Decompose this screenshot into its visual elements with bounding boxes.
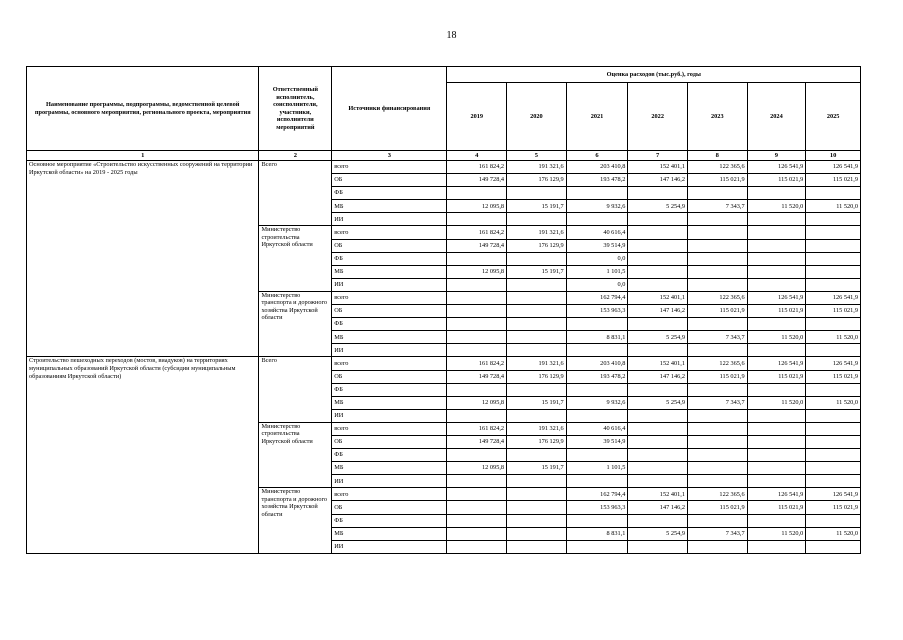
table-body xyxy=(27,161,861,554)
value-cell xyxy=(806,449,861,462)
value-cell xyxy=(628,540,688,553)
column-number: 2 xyxy=(259,151,332,161)
value-cell: 11 520,0 xyxy=(747,396,806,409)
value-cell: 122 365,6 xyxy=(687,488,747,501)
value-cell xyxy=(628,318,688,331)
value-cell: 9 932,6 xyxy=(566,200,628,213)
value-cell: 161 824,2 xyxy=(447,422,507,435)
value-cell: 9 932,6 xyxy=(566,396,628,409)
value-cell xyxy=(566,318,628,331)
source-cell: ИИ xyxy=(332,344,447,357)
value-cell xyxy=(507,527,567,540)
header-estimate: Оценка расходов (тыс.руб.), годы xyxy=(447,67,861,83)
header-executor: Ответственный исполнитель, соисполнители, участники, исполнители мероприятий xyxy=(259,67,332,151)
value-cell xyxy=(806,265,861,278)
value-cell: 191 321,6 xyxy=(507,161,567,174)
value-cell xyxy=(566,409,628,422)
source-cell: всего xyxy=(332,357,447,370)
value-cell: 11 520,0 xyxy=(747,200,806,213)
value-cell xyxy=(566,187,628,200)
value-cell xyxy=(628,239,688,252)
value-cell xyxy=(747,252,806,265)
value-cell xyxy=(507,540,567,553)
value-cell xyxy=(507,252,567,265)
value-cell: 12 095,8 xyxy=(447,462,507,475)
value-cell xyxy=(806,252,861,265)
value-cell xyxy=(806,475,861,488)
column-number: 7 xyxy=(628,151,688,161)
value-cell: 15 191,7 xyxy=(507,396,567,409)
value-cell: 153 963,3 xyxy=(566,305,628,318)
value-cell xyxy=(566,449,628,462)
value-cell: 149 728,4 xyxy=(447,370,507,383)
value-cell xyxy=(806,422,861,435)
value-cell xyxy=(507,409,567,422)
value-cell: 5 254,9 xyxy=(628,396,688,409)
executor-cell: Министерство строительства Иркутской области xyxy=(259,422,332,487)
value-cell xyxy=(507,383,567,396)
value-cell xyxy=(747,213,806,226)
value-cell: 203 410,8 xyxy=(566,161,628,174)
value-cell xyxy=(747,318,806,331)
executor-cell: Министерство транспорта и дорожного хозяйства Иркутской области xyxy=(259,488,332,553)
column-number: 4 xyxy=(447,151,507,161)
value-cell xyxy=(507,213,567,226)
value-cell: 176 129,9 xyxy=(507,239,567,252)
value-cell xyxy=(628,213,688,226)
value-cell: 115 021,9 xyxy=(687,305,747,318)
value-cell: 11 520,0 xyxy=(806,200,861,213)
source-cell: ОБ xyxy=(332,501,447,514)
source-cell: ОБ xyxy=(332,370,447,383)
value-cell: 11 520,0 xyxy=(806,396,861,409)
value-cell xyxy=(628,475,688,488)
value-cell: 12 095,8 xyxy=(447,200,507,213)
value-cell: 11 520,0 xyxy=(747,527,806,540)
value-cell xyxy=(806,383,861,396)
value-cell xyxy=(747,278,806,291)
value-cell: 152 401,1 xyxy=(628,357,688,370)
value-cell xyxy=(747,540,806,553)
executor-cell: Министерство строительства Иркутской области xyxy=(259,226,332,291)
value-cell: 191 321,6 xyxy=(507,357,567,370)
column-number: 10 xyxy=(806,151,861,161)
value-cell xyxy=(806,213,861,226)
value-cell: 115 021,9 xyxy=(806,305,861,318)
source-cell: ФБ xyxy=(332,449,447,462)
value-cell xyxy=(747,435,806,448)
value-cell xyxy=(566,344,628,357)
value-cell xyxy=(566,383,628,396)
value-cell: 152 401,1 xyxy=(628,488,688,501)
value-cell xyxy=(687,252,747,265)
value-cell: 147 146,2 xyxy=(628,305,688,318)
source-cell: ОБ xyxy=(332,239,447,252)
header-year: 2023 xyxy=(687,83,747,151)
value-cell: 122 365,6 xyxy=(687,357,747,370)
value-cell xyxy=(628,514,688,527)
value-cell: 115 021,9 xyxy=(687,370,747,383)
source-cell: всего xyxy=(332,422,447,435)
value-cell: 191 321,6 xyxy=(507,422,567,435)
source-cell: ФБ xyxy=(332,514,447,527)
value-cell: 0,0 xyxy=(566,252,628,265)
value-cell xyxy=(447,187,507,200)
value-cell xyxy=(747,422,806,435)
value-cell xyxy=(687,422,747,435)
value-cell: 5 254,9 xyxy=(628,331,688,344)
value-cell: 115 021,9 xyxy=(806,174,861,187)
value-cell xyxy=(628,435,688,448)
value-cell: 115 021,9 xyxy=(806,501,861,514)
source-cell: ИИ xyxy=(332,278,447,291)
value-cell: 126 541,9 xyxy=(806,161,861,174)
program-name: Строительство пешеходных переходов (мостов, виадуков) на территориях муниципальных образований Иркутской области (субсидии муниципальным образованиям Иркутской области) xyxy=(27,357,259,553)
value-cell: 5 254,9 xyxy=(628,527,688,540)
value-cell xyxy=(747,475,806,488)
source-cell: МБ xyxy=(332,396,447,409)
value-cell xyxy=(628,265,688,278)
source-cell: всего xyxy=(332,226,447,239)
value-cell xyxy=(747,226,806,239)
value-cell xyxy=(806,187,861,200)
header-source: Источники финансирования xyxy=(332,67,447,151)
value-cell: 11 520,0 xyxy=(806,527,861,540)
value-cell: 115 021,9 xyxy=(806,370,861,383)
value-cell xyxy=(447,514,507,527)
value-cell: 11 520,0 xyxy=(747,331,806,344)
column-number-row xyxy=(27,151,861,161)
value-cell xyxy=(806,409,861,422)
program-name: Основное мероприятие «Строительство искусственных сооружений на территории Иркутской области» на 2019 - 2025 годы xyxy=(27,161,259,357)
value-cell: 122 365,6 xyxy=(687,161,747,174)
value-cell: 115 021,9 xyxy=(747,305,806,318)
value-cell xyxy=(566,213,628,226)
value-cell xyxy=(806,514,861,527)
header-year: 2022 xyxy=(628,83,688,151)
value-cell xyxy=(687,187,747,200)
value-cell xyxy=(806,344,861,357)
value-cell: 126 541,9 xyxy=(747,161,806,174)
value-cell xyxy=(806,540,861,553)
value-cell xyxy=(447,475,507,488)
value-cell: 40 616,4 xyxy=(566,226,628,239)
value-cell xyxy=(687,462,747,475)
value-cell xyxy=(628,226,688,239)
value-cell: 193 478,2 xyxy=(566,174,628,187)
value-cell: 161 824,2 xyxy=(447,161,507,174)
value-cell xyxy=(447,383,507,396)
value-cell: 126 541,9 xyxy=(747,488,806,501)
source-cell: ФБ xyxy=(332,252,447,265)
value-cell: 126 541,9 xyxy=(806,488,861,501)
value-cell xyxy=(687,278,747,291)
value-cell: 161 824,2 xyxy=(447,226,507,239)
value-cell xyxy=(806,239,861,252)
page-number: 18 xyxy=(446,30,457,41)
value-cell xyxy=(507,475,567,488)
value-cell: 39 514,9 xyxy=(566,239,628,252)
value-cell: 115 021,9 xyxy=(747,501,806,514)
source-cell: всего xyxy=(332,161,447,174)
value-cell xyxy=(628,409,688,422)
source-cell: всего xyxy=(332,291,447,304)
value-cell xyxy=(628,383,688,396)
executor-cell: Всего xyxy=(259,357,332,422)
value-cell xyxy=(687,226,747,239)
value-cell: 15 191,7 xyxy=(507,265,567,278)
value-cell xyxy=(447,501,507,514)
value-cell xyxy=(687,540,747,553)
value-cell xyxy=(507,344,567,357)
value-cell xyxy=(687,435,747,448)
value-cell: 39 514,9 xyxy=(566,435,628,448)
value-cell: 8 831,1 xyxy=(566,331,628,344)
value-cell xyxy=(747,383,806,396)
value-cell: 8 831,1 xyxy=(566,527,628,540)
value-cell xyxy=(447,344,507,357)
column-number: 8 xyxy=(687,151,747,161)
source-cell: всего xyxy=(332,488,447,501)
value-cell: 191 321,6 xyxy=(507,226,567,239)
source-cell: ИИ xyxy=(332,213,447,226)
executor-cell: Всего xyxy=(259,161,332,226)
value-cell xyxy=(566,540,628,553)
value-cell xyxy=(806,435,861,448)
value-cell xyxy=(566,475,628,488)
value-cell xyxy=(747,265,806,278)
table-header xyxy=(27,67,861,161)
value-cell: 122 365,6 xyxy=(687,291,747,304)
value-cell xyxy=(566,514,628,527)
value-cell: 203 410,8 xyxy=(566,357,628,370)
column-number: 6 xyxy=(566,151,628,161)
source-cell: МБ xyxy=(332,200,447,213)
value-cell xyxy=(687,344,747,357)
value-cell xyxy=(687,318,747,331)
value-cell xyxy=(687,409,747,422)
value-cell: 176 129,9 xyxy=(507,174,567,187)
value-cell: 126 541,9 xyxy=(806,291,861,304)
value-cell xyxy=(747,449,806,462)
column-number: 5 xyxy=(507,151,567,161)
value-cell: 5 254,9 xyxy=(628,200,688,213)
value-cell xyxy=(628,462,688,475)
value-cell xyxy=(507,449,567,462)
value-cell: 7 343,7 xyxy=(687,527,747,540)
source-cell: МБ xyxy=(332,462,447,475)
column-number: 9 xyxy=(747,151,806,161)
value-cell xyxy=(628,344,688,357)
value-cell: 149 728,4 xyxy=(447,239,507,252)
value-cell: 176 129,9 xyxy=(507,435,567,448)
value-cell: 162 794,4 xyxy=(566,291,628,304)
source-cell: ФБ xyxy=(332,187,447,200)
column-number: 1 xyxy=(27,151,259,161)
value-cell xyxy=(447,318,507,331)
value-cell: 149 728,4 xyxy=(447,435,507,448)
header-year: 2020 xyxy=(507,83,567,151)
value-cell xyxy=(507,318,567,331)
value-cell xyxy=(687,265,747,278)
header-year: 2024 xyxy=(747,83,806,151)
value-cell xyxy=(507,278,567,291)
value-cell xyxy=(687,239,747,252)
executor-cell: Министерство транспорта и дорожного хозяйства Иркутской области xyxy=(259,291,332,356)
value-cell: 15 191,7 xyxy=(507,462,567,475)
table-row xyxy=(27,161,861,174)
value-cell xyxy=(447,278,507,291)
value-cell xyxy=(628,278,688,291)
source-cell: МБ xyxy=(332,527,447,540)
value-cell xyxy=(447,331,507,344)
value-cell: 7 343,7 xyxy=(687,200,747,213)
value-cell xyxy=(447,409,507,422)
value-cell xyxy=(687,383,747,396)
value-cell xyxy=(806,318,861,331)
value-cell xyxy=(507,305,567,318)
value-cell xyxy=(747,187,806,200)
value-cell: 7 343,7 xyxy=(687,396,747,409)
header-year: 2021 xyxy=(566,83,628,151)
value-cell: 147 146,2 xyxy=(628,370,688,383)
value-cell xyxy=(687,475,747,488)
value-cell xyxy=(747,344,806,357)
value-cell xyxy=(747,462,806,475)
column-number: 3 xyxy=(332,151,447,161)
value-cell xyxy=(447,305,507,318)
value-cell xyxy=(507,291,567,304)
value-cell xyxy=(447,213,507,226)
value-cell: 147 146,2 xyxy=(628,174,688,187)
value-cell xyxy=(507,514,567,527)
value-cell xyxy=(507,488,567,501)
value-cell xyxy=(447,449,507,462)
value-cell: 153 963,3 xyxy=(566,501,628,514)
value-cell: 152 401,1 xyxy=(628,161,688,174)
value-cell: 11 520,0 xyxy=(806,331,861,344)
header-year: 2019 xyxy=(447,83,507,151)
value-cell: 126 541,9 xyxy=(747,357,806,370)
value-cell: 12 095,8 xyxy=(447,396,507,409)
value-cell: 161 824,2 xyxy=(447,357,507,370)
value-cell: 115 021,9 xyxy=(747,370,806,383)
value-cell: 12 095,8 xyxy=(447,265,507,278)
value-cell xyxy=(628,422,688,435)
source-cell: ИИ xyxy=(332,409,447,422)
value-cell xyxy=(687,449,747,462)
value-cell: 126 541,9 xyxy=(747,291,806,304)
value-cell: 115 021,9 xyxy=(687,174,747,187)
table-row xyxy=(27,357,861,370)
source-cell: ОБ xyxy=(332,305,447,318)
value-cell xyxy=(806,462,861,475)
value-cell xyxy=(747,409,806,422)
value-cell xyxy=(507,501,567,514)
value-cell: 147 146,2 xyxy=(628,501,688,514)
value-cell: 7 343,7 xyxy=(687,331,747,344)
header-year: 2025 xyxy=(806,83,861,151)
value-cell: 40 616,4 xyxy=(566,422,628,435)
value-cell: 115 021,9 xyxy=(687,501,747,514)
value-cell: 1 101,5 xyxy=(566,265,628,278)
value-cell: 152 401,1 xyxy=(628,291,688,304)
source-cell: МБ xyxy=(332,331,447,344)
value-cell xyxy=(806,278,861,291)
source-cell: ФБ xyxy=(332,318,447,331)
value-cell xyxy=(747,514,806,527)
value-cell xyxy=(447,252,507,265)
source-cell: ФБ xyxy=(332,383,447,396)
expense-table xyxy=(26,66,861,554)
value-cell: 0,0 xyxy=(566,278,628,291)
value-cell: 162 794,4 xyxy=(566,488,628,501)
value-cell xyxy=(747,239,806,252)
value-cell xyxy=(687,514,747,527)
value-cell xyxy=(507,331,567,344)
value-cell xyxy=(687,213,747,226)
value-cell: 126 541,9 xyxy=(806,357,861,370)
value-cell: 1 101,5 xyxy=(566,462,628,475)
value-cell xyxy=(447,540,507,553)
header-name: Наименование программы, подпрограммы, ведомственной целевой программы, основного мероприятия, регионального проекта, мероприятия xyxy=(27,67,259,151)
value-cell xyxy=(628,252,688,265)
value-cell xyxy=(628,449,688,462)
source-cell: ОБ xyxy=(332,174,447,187)
source-cell: ИИ xyxy=(332,540,447,553)
source-cell: МБ xyxy=(332,265,447,278)
value-cell xyxy=(806,226,861,239)
source-cell: ИИ xyxy=(332,475,447,488)
value-cell xyxy=(447,291,507,304)
value-cell xyxy=(447,527,507,540)
value-cell xyxy=(447,488,507,501)
value-cell: 15 191,7 xyxy=(507,200,567,213)
value-cell: 193 478,2 xyxy=(566,370,628,383)
source-cell: ОБ xyxy=(332,435,447,448)
value-cell: 149 728,4 xyxy=(447,174,507,187)
value-cell: 115 021,9 xyxy=(747,174,806,187)
value-cell: 176 129,9 xyxy=(507,370,567,383)
value-cell xyxy=(507,187,567,200)
value-cell xyxy=(628,187,688,200)
